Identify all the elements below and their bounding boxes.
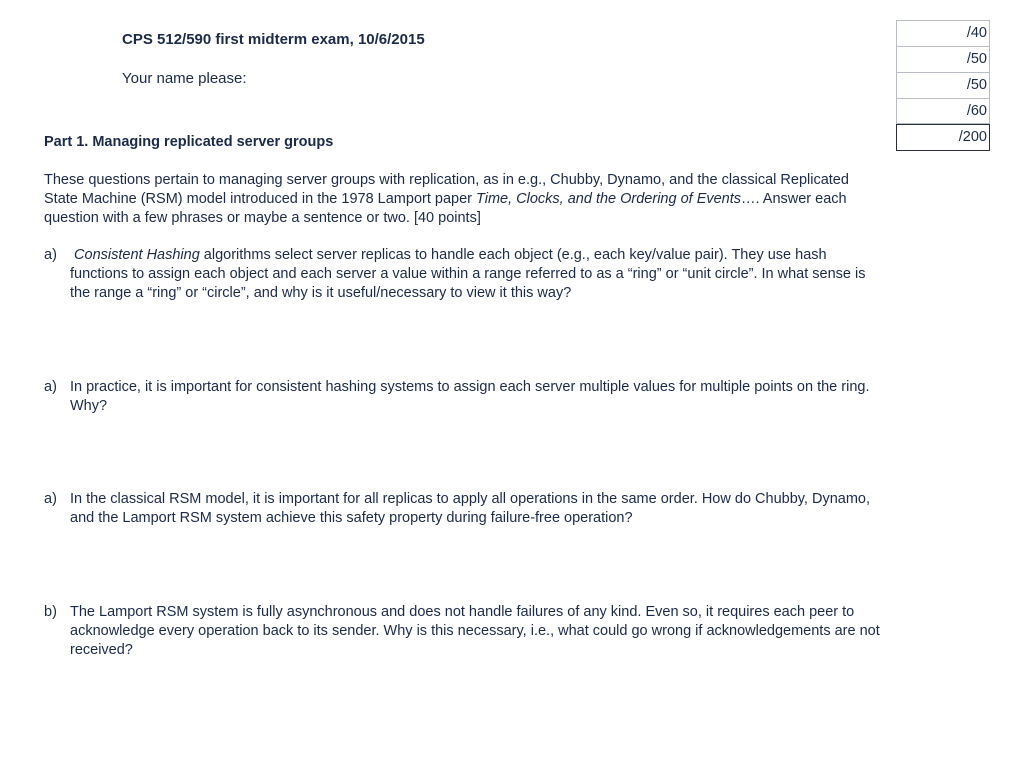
question-marker: b) bbox=[44, 604, 57, 620]
question-body: algorithms select server replicas to handle each object (e.g., each key/value pair). They use hash functions to assign each object and each server a value within a range referred to as a “ring” or “unit circle”. In what sense is the range a “ring” or “circle”, and why is it useful/necessary to view it this way? bbox=[70, 247, 866, 301]
part-intro bbox=[44, 171, 864, 228]
question-marker: a) bbox=[44, 379, 57, 395]
question-text: In the classical RSM model, it is important for all replicas to apply all operations in the same order. How do Chubby, Dynamo, and the Lamport RSM system achieve this safety property during failure-free operation? bbox=[70, 491, 871, 526]
score-cell-4: /60 bbox=[896, 98, 990, 124]
part-title: Part 1. Managing replicated server groups bbox=[44, 134, 334, 150]
score-cell-1: /40 bbox=[896, 20, 990, 46]
score-table bbox=[896, 20, 990, 124]
paper-title: Time, Clocks, and the Ordering of Events bbox=[476, 191, 742, 207]
question-2 bbox=[44, 378, 884, 416]
score-cell-2: /50 bbox=[896, 46, 990, 72]
question-1 bbox=[44, 246, 884, 303]
intro-text: These questions pertain to managing server groups with replication, as in e.g., Chubby, Dynamo, and the classical Replicated State Machine (RSM) model introduced in the 1978 Lamport paper bbox=[44, 172, 849, 207]
question-text: The Lamport RSM system is fully asynchronous and does not handle failures of any kind. Even so, it requires each peer to acknowledge every operation back to its sender. Why is this necessary, i.e., what could go wrong if acknowledgements are not received? bbox=[70, 604, 880, 658]
question-marker: a) bbox=[44, 491, 57, 507]
question-term: Consistent Hashing bbox=[74, 247, 200, 263]
intro-text-end: …. Answer each question with a few phrases or maybe a sentence or two. [40 points] bbox=[44, 191, 847, 226]
question-text bbox=[70, 246, 884, 303]
question-marker: a) bbox=[44, 247, 57, 263]
score-cell-3: /50 bbox=[896, 72, 990, 98]
question-3 bbox=[44, 490, 884, 528]
score-total: /200 bbox=[896, 124, 990, 151]
question-text: In practice, it is important for consistent hashing systems to assign each server multiple values for multiple points on the ring. Why? bbox=[70, 379, 870, 414]
question-4 bbox=[44, 603, 884, 660]
name-prompt: Your name please: bbox=[122, 70, 247, 87]
exam-title: CPS 512/590 first midterm exam, 10/6/2015 bbox=[122, 31, 425, 48]
